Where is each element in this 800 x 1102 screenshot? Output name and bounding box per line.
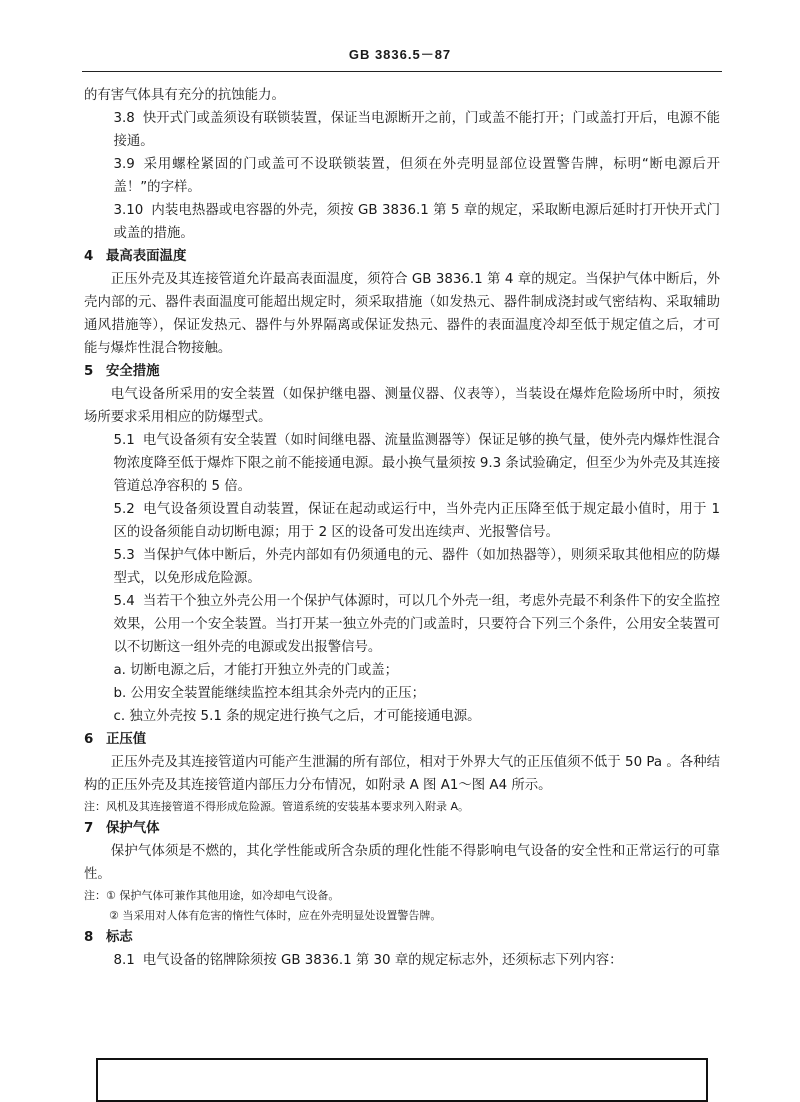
clause-5-4 xyxy=(84,590,720,659)
list-item-a: a. 切断电源之后，才能打开独立外壳的门或盖； xyxy=(113,663,398,678)
list-item-c: c. 独立外壳按 5.1 条的规定进行换气之后，才可能接通电源。 xyxy=(113,709,481,724)
section-5-text: 电气设备所采用的安全装置（如保护继电器、测量仪器、仪表等），当装设在爆炸危险场所中时，须按场所要求采用相应的防爆型式。 xyxy=(84,387,720,425)
section-7-heading xyxy=(84,817,720,840)
clause-8-1 xyxy=(84,949,720,972)
section-number: 4 xyxy=(84,249,94,264)
section-6-text: 正压外壳及其连接管道内可能产生泄漏的所有部位，相对于外界大气的正压值须不低于 50 Pa 。各种结构的正压外壳及其连接管道内部压力分布情况，如附录 A 图 A1～图 A4 所示。 xyxy=(84,755,720,793)
section-5-heading xyxy=(84,360,720,383)
section-6-heading xyxy=(84,728,720,751)
section-title: 正压值 xyxy=(106,732,147,747)
clause-number: 3.10 xyxy=(113,203,144,218)
section-title: 最高表面温度 xyxy=(106,249,187,264)
clause-3-8 xyxy=(84,107,720,153)
section-title: 保护气体 xyxy=(106,821,160,836)
clause-number: 5.3 xyxy=(113,548,135,563)
section-title: 安全措施 xyxy=(106,364,160,379)
clause-number: 5.2 xyxy=(113,502,135,517)
clause-text: 当保护气体中断后，外壳内部如有仍须通电的元、器件（如加热器等），则须采取其他相应的防爆型式，以免形成危险源。 xyxy=(113,548,720,586)
clause-5-1 xyxy=(84,429,720,498)
section-4-heading xyxy=(84,245,720,268)
clause-5-2 xyxy=(84,498,720,544)
list-item-b: b. 公用安全装置能继续监控本组其余外壳内的正压； xyxy=(113,686,426,701)
section-7-note-2: ② 当采用对人体有危害的惰性气体时，应在外壳明显处设置警告牌。 xyxy=(109,909,442,922)
section-number: 7 xyxy=(84,821,94,836)
continued-text: 的有害气体具有充分的抗蚀能力。 xyxy=(84,88,285,103)
section-4-text: 正压外壳及其连接管道允许最高表面温度，须符合 GB 3836.1 第 4 章的规定。当保护气体中断后，外壳内部的元、器件表面温度可能超出规定时，须采取措施（如发热元、器件制成浇封或气密结构、采取辅助通风措施等），保证发热元、器件与外界隔离或保证发热元、器件的表面温度冷却至低于规定值之后，才可能与爆炸性混合物接触。 xyxy=(84,272,720,356)
clause-text: 电气设备须有安全装置（如时间继电器、流量监测器等）保证足够的换气量，使外壳内爆炸性混合物浓度降至低于爆炸下限之前不能接通电源。最小换气量须按 9.3 条试验确定，但至少为外壳及其连接管道总净容积的 5 倍。 xyxy=(113,433,720,494)
section-title: 标志 xyxy=(106,930,133,945)
section-number: 8 xyxy=(84,930,94,945)
section-6-note: 注：风机及其连接管道不得形成危险源。管道系统的安装基本要求列入附录 A。 xyxy=(84,800,470,813)
clause-text: 采用螺栓紧固的门或盖可不设联锁装置，但须在外壳明显部位设置警告牌，标明“断电源后开盖！”的字样。 xyxy=(113,157,720,195)
bottom-frame-box xyxy=(96,1058,708,1102)
clause-number: 3.8 xyxy=(113,111,135,126)
page-header: GB 3836.5－87 xyxy=(348,47,452,62)
clause-number: 3.9 xyxy=(113,157,135,172)
section-7-text: 保护气体须是不燃的，其化学性能或所含杂质的理化性能不得影响电气设备的安全性和正常运行的可靠性。 xyxy=(84,844,720,882)
clause-text: 当若干个独立外壳公用一个保护气体源时，可以几个外壳一组，考虑外壳最不利条件下的安全监控效果，公用一个安全装置。当打开某一独立外壳的门或盖时，只要符合下列三个条件，公用安全装置可以不切断这一组外壳的电源或发出报警信号。 xyxy=(113,594,720,655)
section-8-heading xyxy=(84,926,720,949)
clause-text: 内装电热器或电容器的外壳，须按 GB 3836.1 第 5 章的规定，采取断电源后延时打开快开式门或盖的措施。 xyxy=(113,203,720,241)
clause-number: 8.1 xyxy=(113,953,135,968)
clause-3-10 xyxy=(84,199,720,245)
clause-number: 5.4 xyxy=(113,594,135,609)
clause-text: 电气设备须设置自动装置，保证在起动或运行中，当外壳内正压降至低于规定最小值时，用于 1 区的设备须能自动切断电源；用于 2 区的设备可发出连续声、光报警信号。 xyxy=(113,502,720,540)
section-number: 5 xyxy=(84,364,94,379)
clause-3-9 xyxy=(84,153,720,199)
section-number: 6 xyxy=(84,732,94,747)
clause-number: 5.1 xyxy=(113,433,135,448)
clause-5-3 xyxy=(84,544,720,590)
section-7-note-1: 注：① 保护气体可兼作其他用途，如冷却电气设备。 xyxy=(84,889,340,902)
header-rule xyxy=(82,71,722,72)
clause-text: 快开式门或盖须设有联锁装置，保证当电源断开之前，门或盖不能打开；门或盖打开后，电源不能接通。 xyxy=(113,111,720,149)
clause-text: 电气设备的铭牌除须按 GB 3836.1 第 30 章的规定标志外，还须标志下列内容： xyxy=(142,953,623,968)
document-body xyxy=(84,84,720,972)
